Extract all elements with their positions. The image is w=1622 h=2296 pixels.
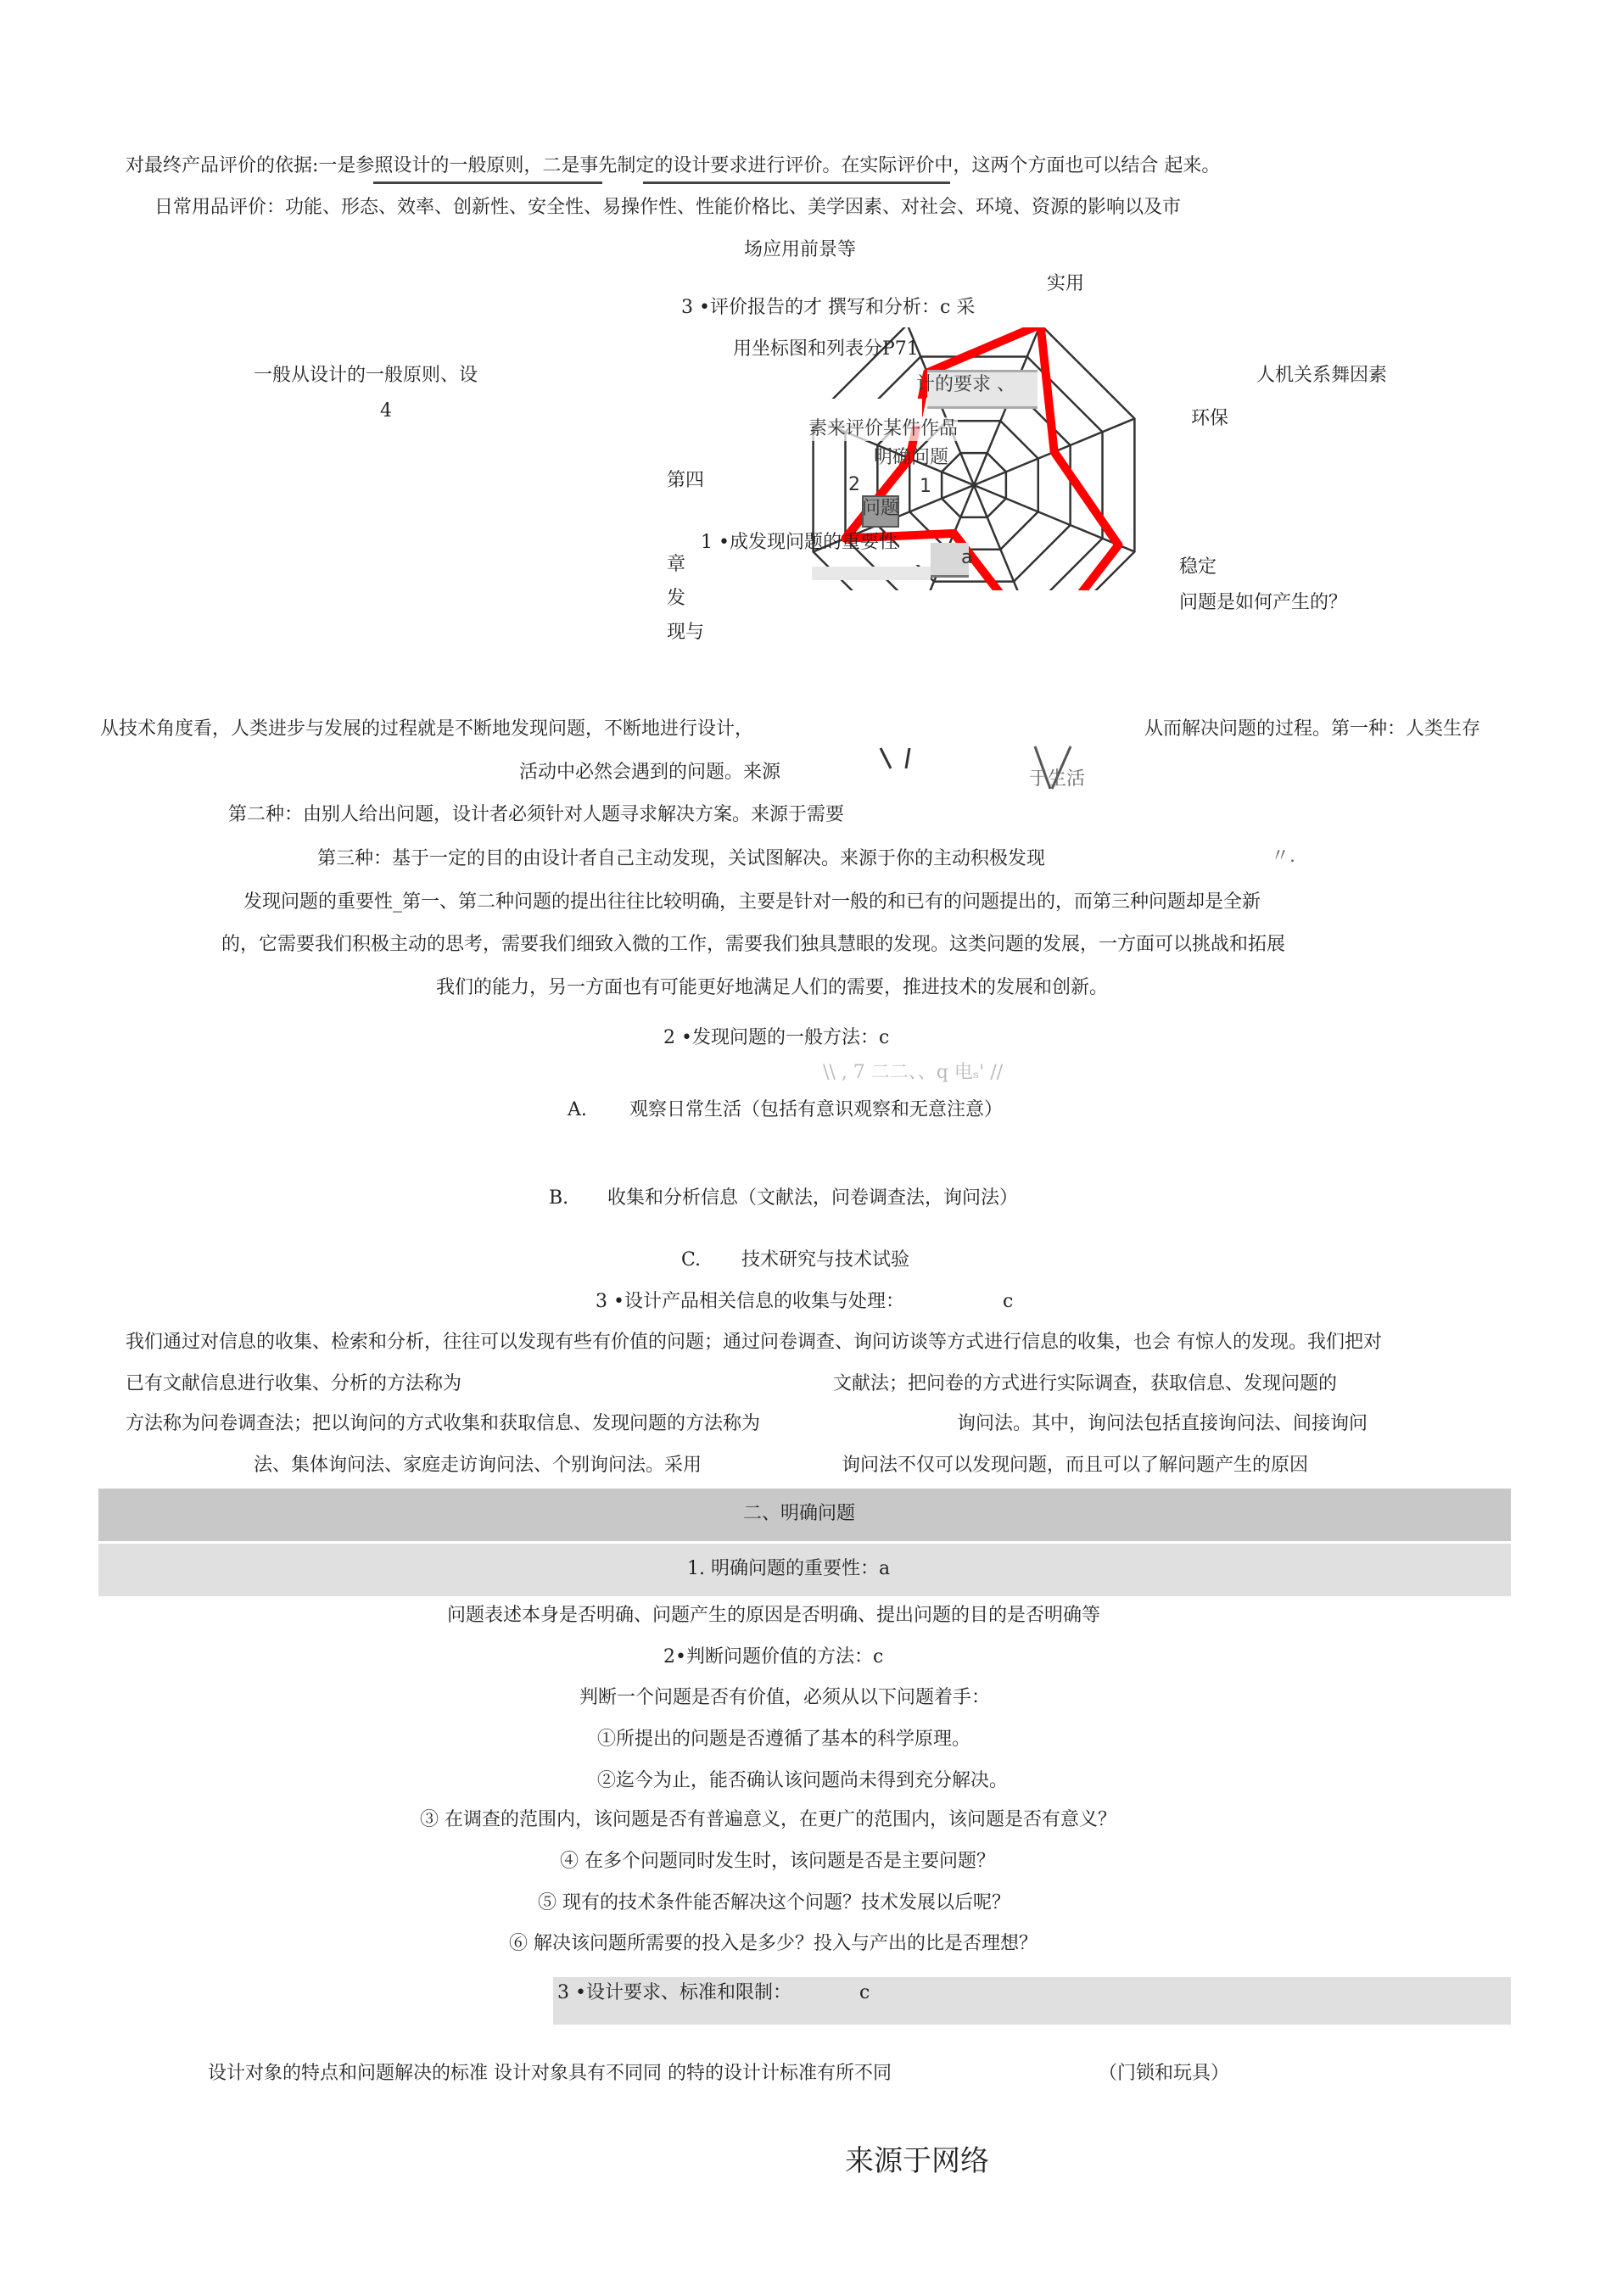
list-item: ⑤ 现有的技术条件能否解决这个问题？技术发展以后呢？ [538, 1892, 1010, 1913]
intro-line-1: 对最终产品评价的依据:一是参照设计的一般原则，二是事先制定的设计要求进行评价。在实际评价中，这两个方面也可以结合 起来。 [126, 155, 1221, 176]
overlay-problem: 问题 [862, 498, 900, 519]
overlay-requirements: 计的要求 、 [916, 374, 1015, 395]
overlay-box [812, 567, 931, 580]
left-note: 一般从设计的一般原则、设 [254, 365, 478, 386]
heading: 2 •发现问题的一般方法：c [663, 1027, 890, 1048]
subsection-title: 3 •设计要求、标准和限制： [557, 1982, 791, 2003]
importance-heading: 1 •成发现问题的重要性 [701, 532, 898, 553]
overlay-box [899, 543, 930, 565]
list-item: ③ 在调查的范围内，该问题是否有普遍意义，在更广的范围内，该问题是否有意义？ [420, 1809, 1116, 1830]
section-title: 二、明确问题 [743, 1503, 856, 1524]
para: 方法称为问卷调查法；把以询问的方式收集和获取信息、发现问题的方法称为 [126, 1413, 761, 1434]
list-letter: C. [681, 1249, 702, 1271]
list-item: 技术研究与技术试验 [741, 1249, 910, 1271]
para: 发现问题的重要性_第一、第二种问题的提出往往比较明确，主要是针对一般的和已有的问题提出的，而第三种问题却是全新 [243, 891, 1261, 913]
para: 活动中必然会遇到的问题。来源 [519, 762, 781, 783]
para: 问题表述本身是否明确、问题产生的原因是否明确、提出问题的目的是否明确等 [447, 1605, 1101, 1626]
overlay-a: a [961, 547, 973, 568]
report-heading: 3 •评价报告的才 撰写和分析：c 采 [681, 297, 976, 318]
overlay-evaluate: 素来评价某件作品 [808, 418, 959, 439]
overlay-1: 1 [920, 476, 931, 497]
label-stable: 稳定 [1179, 556, 1217, 578]
para: 已有文献信息进行收集、分析的方法称为 [126, 1373, 462, 1394]
para: 设计对象的特点和问题解决的标准 设计对象具有不同同 的特的设计计标准有所不同 [208, 2063, 892, 2084]
para: 第二种：由别人给出问题，设计者必须针对人题寻求解决方案。来源于需要 [228, 804, 845, 825]
chapter-label: 现与 [667, 622, 705, 643]
para: 法、集体询问法、家庭走访询问法、个别询问法。采用 [254, 1455, 702, 1476]
intro-line-2: 日常用品评价：功能、形态、效率、创新性、安全性、易操作性、性能价格比、美学因素、对社会、环境、资源的影响以及市 [154, 197, 1182, 218]
grade: c [859, 1982, 870, 2003]
list-letter: A. [568, 1099, 587, 1120]
para: 文献法；把问卷的方式进行实际调查，获取信息、发现问题的 [833, 1373, 1338, 1394]
para: 我们通过对信息的收集、检索和分析，往往可以发现有些有价值的问题；通过问卷调查、询问访谈等方式进行信息的收集，也会 有惊人的发现。我们把对 [126, 1332, 1382, 1353]
para: （门锁和玩具） [1099, 2063, 1230, 2084]
para: 我们的能力，另一方面也有可能更好地满足人们的需要，推进技术的发展和创新。 [436, 977, 1109, 998]
intro-line-3: 场应用前景等 [744, 239, 857, 260]
list-letter: B. [549, 1187, 569, 1209]
label-practical: 实用 [1047, 273, 1085, 294]
list-item: ④ 在多个问题同时发生时，该问题是否是主要问题？ [560, 1851, 995, 1872]
para: 询问法。其中，询问法包括直接询问法、间接询问 [957, 1413, 1368, 1434]
para: 判断一个问题是否有价值，必须从以下问题着手： [579, 1687, 991, 1708]
heading: 2•判断问题价值的方法：c [663, 1646, 884, 1668]
chapter-label: 发 [667, 588, 686, 609]
para: 于生活 [1029, 768, 1086, 790]
overlay-clarify: 明确问题 [874, 447, 949, 468]
underline [643, 182, 950, 184]
list-item: 收集和分析信息（文献法，问卷调查法，询问法） [607, 1187, 1019, 1209]
heading: 3 •设计产品相关信息的收集与处理： [596, 1291, 904, 1312]
mark: 〃. [1271, 846, 1295, 867]
para: 从而解决问题的过程。第一种：人类生存 [1144, 718, 1481, 740]
chapter-label: 第四 [667, 470, 705, 491]
left-num: 4 [380, 400, 392, 422]
overlay-2: 2 [848, 474, 860, 495]
label-ergonomics: 人机关系舞因素 [1256, 365, 1388, 386]
para: 从技术角度看，人类进步与发展的过程就是不断地发现问题，不断地进行设计， [100, 718, 754, 740]
list-item: ②迄今为止，能否确认该问题尚未得到充分解决。 [597, 1770, 1009, 1791]
how-arises: 问题是如何产生的？ [1179, 592, 1348, 613]
subsection-title: 1. 明确问题的重要性：a [687, 1558, 891, 1579]
footer-source: 来源于网络 [845, 2144, 989, 2178]
para: 的，它需要我们积极主动的思考，需要我们细致入微的工作，需要我们独具慧眼的发现。这类问题的发展，一方面可以挑战和拓展 [221, 934, 1286, 955]
label-environment: 环保 [1191, 408, 1229, 429]
faint-text: \\ , 7 二二、、q 电ₛ' // [823, 1062, 1004, 1083]
para: 询问法不仅可以发现问题，而且可以了解问题产生的原因 [842, 1455, 1309, 1476]
report-sub: 用坐标图和列表分P71 [733, 338, 919, 360]
list-item: ①所提出的问题是否遵循了基本的科学原理。 [597, 1729, 971, 1750]
list-item: ⑥ 解决该问题所需要的投入是多少？投入与产出的比是否理想？ [509, 1933, 1038, 1954]
grade: c [1003, 1291, 1014, 1312]
list-item: 观察日常生活（包括有意识观察和无意注意） [629, 1099, 1004, 1120]
chapter-label: 章 [667, 554, 686, 575]
para: 第三种：基于一定的目的由设计者自己主动发现，关试图解决。来源于你的主动积极发现 [317, 848, 1046, 869]
underline [373, 182, 602, 184]
